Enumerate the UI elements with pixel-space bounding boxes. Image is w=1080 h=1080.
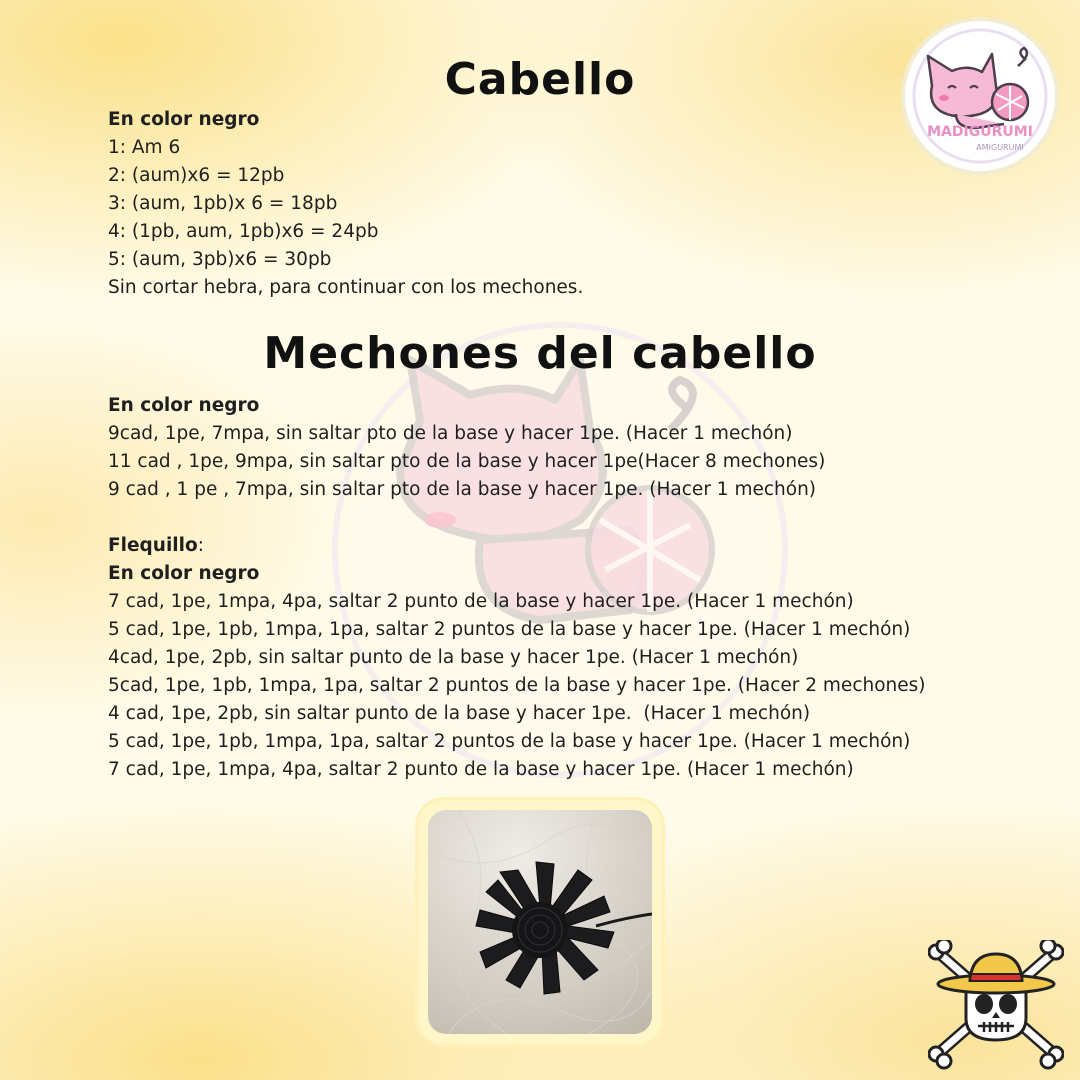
flequillo-label: Flequillo — [108, 535, 198, 556]
section-title-cabello: Cabello — [444, 54, 636, 105]
cabello-instructions — [108, 106, 1008, 302]
flequillo-line: 4 cad, 1pe, 2pb, sin saltar punto de la base y hacer 1pe. (Hacer 1 mechón) — [108, 703, 811, 724]
section-title-mechones: Mechones del cabello — [263, 328, 817, 379]
flequillo-line: 7 cad, 1pe, 1mpa, 4pa, saltar 2 punto de la base y hacer 1pe. (Hacer 1 mechón) — [108, 759, 854, 780]
flequillo-colon: : — [197, 535, 204, 556]
flequillo-line: 5 cad, 1pe, 1pb, 1mpa, 1pa, saltar 2 puntos de la base y hacer 1pe. (Hacer 1 mechón) — [108, 731, 911, 752]
crocheted-hair-cap-icon — [428, 810, 652, 1034]
flequillo-line: 4cad, 1pe, 2pb, sin saltar punto de la base y hacer 1pe. (Hacer 1 mechón) — [108, 647, 799, 668]
mechones-color-heading: En color negro — [108, 395, 260, 416]
flequillo-instructions — [108, 532, 1008, 784]
logo-sub-text: AMIGURUMI — [976, 143, 1024, 152]
cabello-line: 2: (aum)x6 = 12pb — [108, 165, 285, 186]
flequillo-color-heading: En color negro — [108, 563, 260, 584]
cabello-line: 3: (aum, 1pb)x 6 = 18pb — [108, 193, 338, 214]
cabello-line: 4: (1pb, aum, 1pb)x6 = 24pb — [108, 221, 379, 242]
mechones-line: 9cad, 1pe, 7mpa, sin saltar pto de la base y hacer 1pe. (Hacer 1 mechón) — [108, 423, 793, 444]
cabello-line: Sin cortar hebra, para continuar con los mechones. — [108, 277, 584, 298]
straw-hat-jolly-roger-icon — [928, 940, 1064, 1070]
mechones-instructions — [108, 392, 1008, 504]
flequillo-line: 5cad, 1pe, 1pb, 1mpa, 1pa, saltar 2 puntos de la base y hacer 1pe. (Hacer 2 mechones) — [108, 675, 926, 696]
flequillo-line: 7 cad, 1pe, 1mpa, 4pa, saltar 2 punto de la base y hacer 1pe. (Hacer 1 mechón) — [108, 591, 854, 612]
cabello-line: 1: Am 6 — [108, 137, 181, 158]
cabello-color-heading: En color negro — [108, 109, 260, 130]
mechones-line: 9 cad , 1 pe , 7mpa, sin saltar pto de la base y hacer 1pe. (Hacer 1 mechón) — [108, 479, 817, 500]
logo-brand-text: MADIGURUMI — [927, 124, 1033, 140]
mechones-line: 11 cad , 1pe, 9mpa, sin saltar pto de la base y hacer 1pe(Hacer 8 mechones) — [108, 451, 826, 472]
cabello-line: 5: (aum, 3pb)x6 = 30pb — [108, 249, 332, 270]
crocheted-hair-photo — [428, 810, 652, 1034]
flequillo-line: 5 cad, 1pe, 1pb, 1mpa, 1pa, saltar 2 puntos de la base y hacer 1pe. (Hacer 1 mechón) — [108, 619, 911, 640]
photo-frame — [418, 800, 662, 1044]
